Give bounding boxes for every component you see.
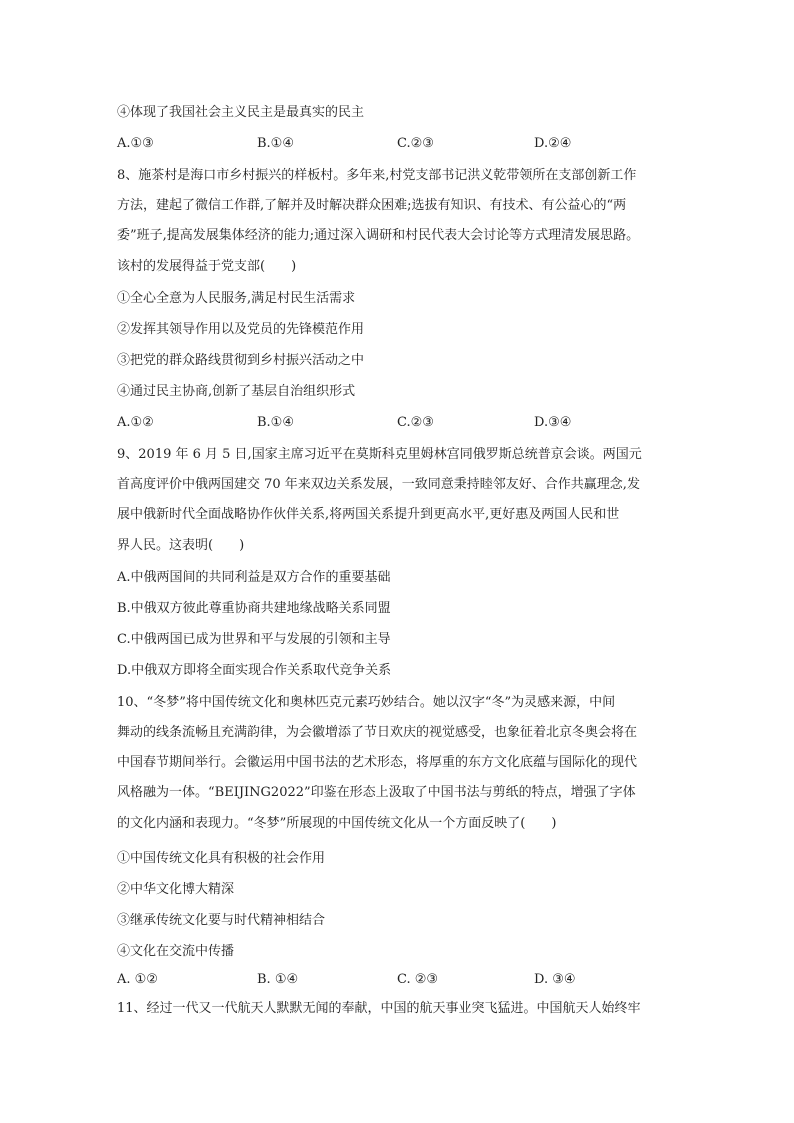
q8-option-d: D.③④	[534, 415, 572, 430]
q8-stem-line-2: 方法，建起了微信工作群,了解并及时解决群众困难;选拔有知识、有技术、有公益心的“两	[117, 198, 627, 213]
q9-choice-c: C.中俄两国已成为世界和平与发展的引领和主导	[117, 632, 391, 647]
q8-item-1: ①全心全意为人民服务,满足村民生活需求	[117, 291, 356, 306]
q8-option-b: B.①④	[257, 415, 294, 430]
q9-stem-line-1: 9、2019 年 6 月 5 日,国家主席习近平在莫斯科克里姆林宫同俄罗斯总统普京会谈。两国元	[117, 447, 642, 462]
q10-stem-line-3: 中国春节期间举行。会徽运用中国书法的艺术形态，将厚重的东方文化底蕴与国际化的现代	[117, 755, 638, 770]
q8-item-4: ④通过民主协商,创新了基层自治组织形式	[117, 384, 356, 399]
q7-options	[117, 134, 677, 154]
q7-option-a: A.①③	[117, 136, 154, 151]
q8-option-a: A.①②	[117, 415, 154, 430]
q9-choice-b: B.中俄双方彼此尊重协商共建地缘战略关系同盟	[117, 601, 391, 616]
q9-stem-line-3: 展中俄新时代全面战略协作伙伴关系,将两国关系提升到更高水平,更好惠及两国人民和世	[117, 507, 620, 522]
q9-stem-line-2: 首高度评价中俄两国建交 70 年来双边关系发展，一致同意秉持睦邻友好、合作共赢理念,发	[117, 477, 640, 492]
q10-item-1: ①中国传统文化具有积极的社会作用	[117, 851, 326, 866]
q10-item-3: ③继承传统文化要与时代精神相结合	[117, 913, 326, 928]
q10-options	[117, 970, 677, 990]
q8-item-3: ③把党的群众路线贯彻到乡村振兴活动之中	[117, 353, 365, 368]
q7-item-4: ④体现了我国社会主义民主是最真实的民主	[117, 105, 365, 120]
q9-choice-a: A.中俄两国间的共同利益是双方合作的重要基础	[117, 570, 391, 585]
q11-stem-line-1: 11、经过一代又一代航天人默默无闻的奉献，中国的航天事业突飞猛进。中国航天人始终牢	[117, 1001, 641, 1016]
q10-stem-line-1: 10、“冬梦”将中国传统文化和奥林匹克元素巧妙结合。她以汉字“冬”为灵感来源，中间	[117, 695, 616, 710]
q7-option-c: C.②③	[397, 136, 434, 151]
q8-options	[117, 413, 677, 433]
q8-stem-line-1: 8、施茶村是海口市乡村振兴的样板村。多年来,村党支部书记洪义乾带领所在支部创新工作	[117, 168, 637, 183]
q8-item-2: ②发挥其领导作用以及党员的先锋模范作用	[117, 322, 365, 337]
q7-option-d: D.②④	[534, 136, 572, 151]
q7-option-b: B.①④	[257, 136, 294, 151]
q8-option-c: C.②③	[397, 415, 434, 430]
q10-stem-line-4: 风格融为一体。“BEIJING2022”印鉴在形态上汲取了中国书法与剪纸的特点，增强了字体	[117, 785, 636, 800]
q10-stem-line-2: 舞动的线条流畅且充满韵律，为会徽增添了节日欢庆的视觉感受，也象征着北京冬奥会将在	[117, 725, 638, 740]
q10-option-d: D. ③④	[534, 972, 576, 987]
q8-stem-line-4: 该村的发展得益于党支部( )	[117, 259, 297, 274]
q10-option-c: C. ②③	[397, 972, 439, 987]
q8-stem-line-3: 委”班子,提高发展集体经济的能力;通过深入调研和村民代表大会讨论等方式理清发展思路。	[117, 228, 640, 243]
q10-item-2: ②中华文化博大精深	[117, 882, 235, 897]
q9-stem-line-4: 界人民。这表明( )	[117, 538, 245, 553]
q10-option-a: A. ①②	[117, 972, 158, 987]
q10-item-4: ④文化在交流中传播	[117, 944, 235, 959]
q10-option-b: B. ①④	[257, 972, 299, 987]
q10-stem-line-5: 的文化内涵和表现力。“冬梦”所展现的中国传统文化从一个方面反映了( )	[117, 816, 557, 831]
q9-choice-d: D.中俄双方即将全面实现合作关系取代竞争关系	[117, 663, 392, 678]
